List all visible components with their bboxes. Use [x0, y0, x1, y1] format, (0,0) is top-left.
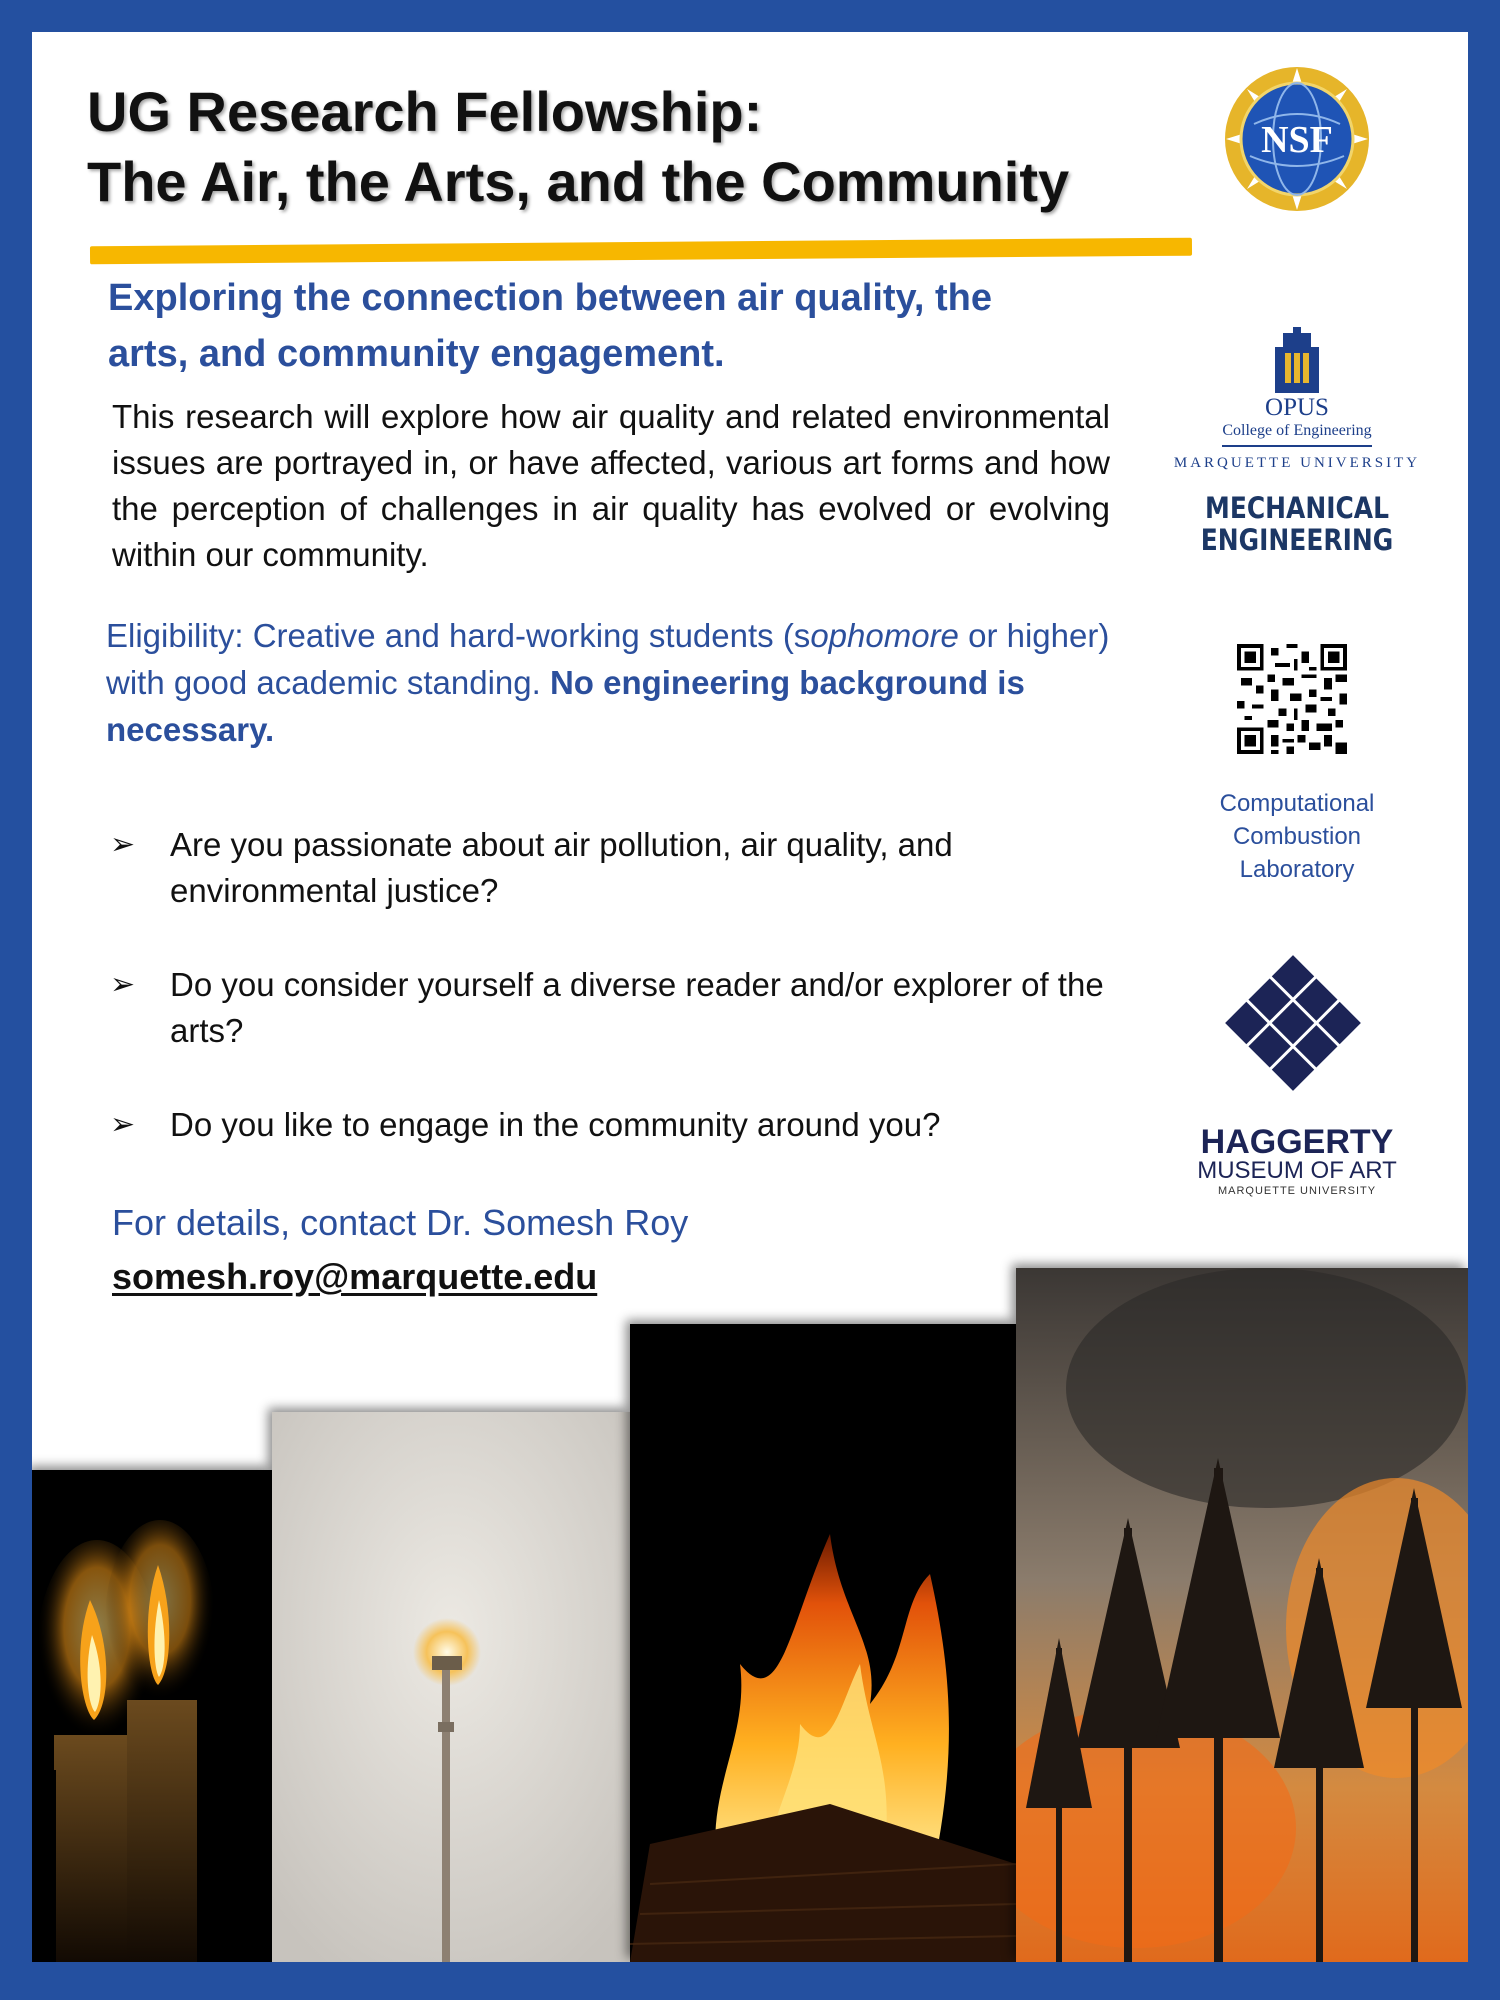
- haggerty-name: HAGGERTY: [1200, 1123, 1394, 1161]
- page-title: [87, 77, 1137, 217]
- arrow-bullet-icon: ➢: [110, 1108, 136, 1141]
- nsf-logo: [1222, 64, 1372, 214]
- haggerty-diamond-icon: [1220, 950, 1366, 1096]
- title-line-2: The Air, the Arts, and the Community: [87, 150, 1070, 213]
- lab-line-1: Computational: [1219, 790, 1375, 817]
- marquette-name: MARQUETTE UNIVERSITY: [1173, 455, 1421, 471]
- title-underline-rule: [90, 238, 1192, 265]
- lab-line-3: Laboratory: [1239, 856, 1355, 883]
- list-item-text: Are you passionate about air pollution, air quality, and environmental justice?: [170, 826, 953, 909]
- question-list: [102, 822, 1122, 1148]
- list-item-text: Do you consider yourself a diverse reader and/or explorer of the arts?: [170, 966, 1104, 1049]
- qr-code-icon[interactable]: [1237, 644, 1347, 754]
- subheading-line-1: Exploring the connection between air quality, the: [108, 277, 992, 319]
- lab-line-2: Combustion: [1232, 823, 1362, 850]
- tower-icon: [1271, 327, 1323, 395]
- divider: [1222, 445, 1372, 447]
- mech-line-2: ENGINEERING: [1200, 523, 1394, 557]
- description-paragraph: This research will explore how air quality and related environmental issues are portrayed in, or have affected, various art forms and how the perception of challenges in air quality has evolved or evolving within our community.: [112, 398, 1110, 573]
- list-item-text: Do you like to engage in the community around you?: [170, 1106, 941, 1143]
- list-item: [102, 822, 1122, 914]
- opus-college-logo: [1162, 327, 1432, 475]
- haggerty-subtitle: MUSEUM OF ART: [1197, 1157, 1397, 1184]
- eligibility-italic: ophomore: [810, 617, 959, 654]
- list-item: [102, 1102, 1122, 1148]
- nsf-logo-text: NSF: [1261, 119, 1333, 161]
- campfire-photo: [630, 1324, 1016, 1962]
- contact-line: For details, contact Dr. Somesh Roy: [112, 1202, 689, 1243]
- candles-photo: [32, 1470, 272, 1962]
- eligibility-lead: Eligibility: Creative and hard-working students (s: [106, 617, 811, 654]
- poster: [32, 32, 1468, 1962]
- eligibility-paragraph: [106, 612, 1116, 753]
- opus-name: OPUS: [1265, 394, 1329, 421]
- wildfire-photo: [1016, 1268, 1468, 1962]
- arrow-bullet-icon: ➢: [110, 968, 136, 1001]
- subheading: [108, 270, 1108, 382]
- opus-college: College of Engineering: [1222, 422, 1372, 439]
- list-item: [102, 962, 1122, 1054]
- mechanical-engineering-logo: [1181, 492, 1413, 556]
- email-link[interactable]: somesh.roy@marquette.edu: [112, 1256, 598, 1297]
- haggerty-university: MARQUETTE UNIVERSITY: [1217, 1185, 1377, 1197]
- eligibility-emphasis: No engineering background is necessary.: [106, 664, 1025, 748]
- lab-name: [1162, 787, 1432, 886]
- mech-line-1: MECHANICAL: [1205, 491, 1389, 525]
- eligibility-tail: or higher) with good academic standing.: [106, 617, 1110, 701]
- title-line-1: UG Research Fellowship:: [87, 80, 763, 143]
- lamp-in-smoke-photo: [272, 1412, 630, 1962]
- arrow-bullet-icon: ➢: [110, 828, 136, 861]
- subheading-line-2: arts, and community engagement.: [108, 333, 725, 375]
